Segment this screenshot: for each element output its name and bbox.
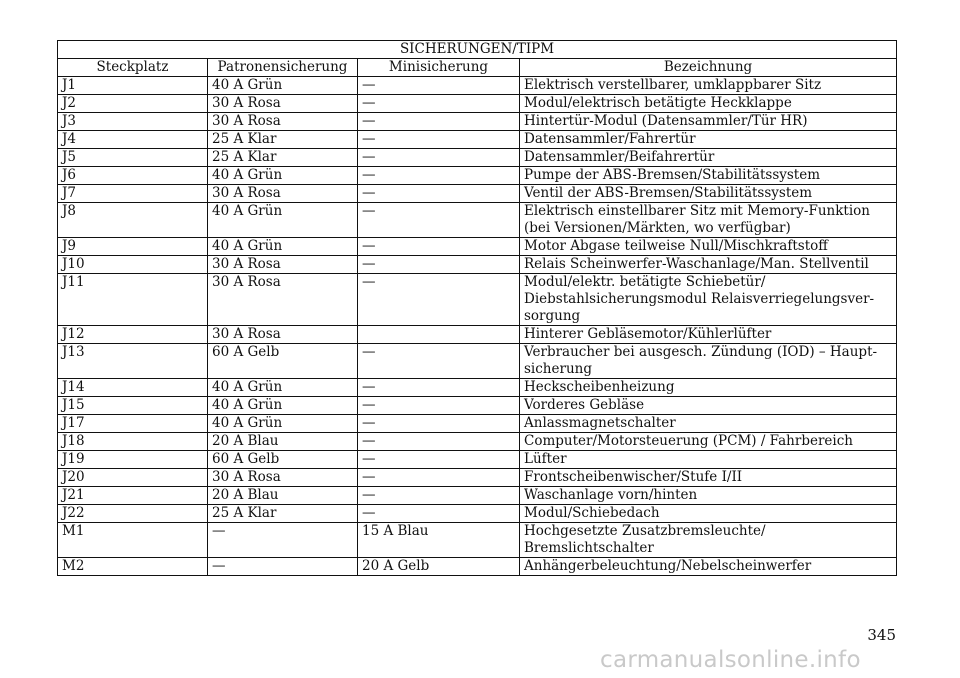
description-line: Waschanlage vorn/hinten [524,487,698,503]
description-cell [520,149,897,167]
description-line: Bremslichtschalter [524,540,654,556]
cartridge-fuse-cell: 30 A Rosa [208,113,358,131]
mini-fuse-cell: — [358,95,520,113]
description-cell [520,113,897,131]
cartridge-fuse-cell: 40 A Grün [208,415,358,433]
description-line: Modul/elektrisch betätigte Heckklappe [524,95,792,111]
slot-cell: J2 [58,95,208,113]
description-cell [520,433,897,451]
slot-cell: J14 [58,379,208,397]
slot-cell: J11 [58,274,208,326]
description-line: Datensammler/Beifahrertür [524,149,715,165]
description-cell [520,77,897,95]
mini-fuse-cell: — [358,238,520,256]
mini-fuse-cell: — [358,469,520,487]
cartridge-fuse-cell: — [208,558,358,576]
slot-cell: J7 [58,185,208,203]
table-row [58,415,897,433]
cartridge-fuse-cell: 60 A Gelb [208,344,358,379]
slot-cell: M1 [58,523,208,558]
description-cell [520,95,897,113]
cartridge-fuse-cell: 30 A Rosa [208,185,358,203]
table-row [58,149,897,167]
cartridge-fuse-cell: 40 A Grün [208,238,358,256]
slot-cell: J15 [58,397,208,415]
slot-cell: J19 [58,451,208,469]
mini-fuse-cell: 20 A Gelb [358,558,520,576]
description-line: Datensammler/Fahrertür [524,131,696,147]
cartridge-fuse-cell: 30 A Rosa [208,469,358,487]
description-cell [520,397,897,415]
mini-fuse-cell: — [358,344,520,379]
slot-cell: J10 [58,256,208,274]
slot-cell: J17 [58,415,208,433]
cartridge-fuse-cell: 20 A Blau [208,433,358,451]
cartridge-fuse-cell: 20 A Blau [208,487,358,505]
cartridge-fuse-cell: 30 A Rosa [208,95,358,113]
mini-fuse-cell: — [358,113,520,131]
description-line: Hintertür-Modul (Datensammler/Tür HR) [524,113,808,129]
description-cell [520,451,897,469]
description-cell [520,185,897,203]
table-row [58,274,897,326]
slot-cell: J4 [58,131,208,149]
slot-cell: J22 [58,505,208,523]
cartridge-fuse-cell: 60 A Gelb [208,451,358,469]
description-line: Anlassmagnetschalter [524,415,676,431]
cartridge-fuse-cell: 40 A Grün [208,203,358,238]
table-row [58,379,897,397]
table-row [58,558,897,576]
mini-fuse-cell: — [358,433,520,451]
description-cell [520,344,897,379]
mini-fuse-cell: — [358,487,520,505]
description-line: Elektrisch verstellbarer, umklappbarer Sitz [524,77,822,93]
mini-fuse-cell [358,326,520,344]
description-line: Pumpe der ABS-Bremsen/Stabilitätssystem [524,167,821,183]
cartridge-fuse-cell: 40 A Grün [208,397,358,415]
cartridge-fuse-cell: 30 A Rosa [208,274,358,326]
mini-fuse-cell: — [358,415,520,433]
slot-cell: J1 [58,77,208,95]
description-line: Lüfter [524,451,567,467]
cartridge-fuse-cell: 40 A Grün [208,77,358,95]
mini-fuse-cell: — [358,167,520,185]
slot-cell: J3 [58,113,208,131]
description-line: Hinterer Gebläsemotor/Kühlerlüfter [524,326,772,342]
description-line: Vorderes Gebläse [524,397,645,413]
slot-cell: J18 [58,433,208,451]
description-cell [520,326,897,344]
table-row [58,344,897,379]
description-line: Motor Abgase teilweise Null/Mischkraftstoff [524,238,828,254]
cartridge-fuse-cell: 25 A Klar [208,131,358,149]
cartridge-fuse-cell: 40 A Grün [208,379,358,397]
slot-cell: J5 [58,149,208,167]
description-cell [520,415,897,433]
description-line: Modul/Schiebedach [524,505,660,521]
table-row [58,95,897,113]
column-header-slot: Steckplatz [58,59,208,77]
description-line: Elektrisch einstellbarer Sitz mit Memory-Funktion [524,203,870,219]
slot-cell: J13 [58,344,208,379]
column-header-description: Bezeichnung [520,59,897,77]
table-row [58,77,897,95]
mini-fuse-cell: — [358,131,520,149]
slot-cell: J8 [58,203,208,238]
description-line: sicherung [524,361,592,377]
mini-fuse-cell: 15 A Blau [358,523,520,558]
mini-fuse-cell: — [358,77,520,95]
description-line: Anhängerbeleuchtung/Nebelscheinwerfer [524,558,812,574]
table-row [58,433,897,451]
table-row [58,451,897,469]
description-line: Ventil der ABS-Bremsen/Stabilitätssystem [524,185,813,201]
slot-cell: J20 [58,469,208,487]
description-cell [520,487,897,505]
table-row [58,185,897,203]
fuse-table [57,40,897,576]
description-cell [520,523,897,558]
cartridge-fuse-cell: 40 A Grün [208,167,358,185]
mini-fuse-cell: — [358,451,520,469]
table-row [58,397,897,415]
description-cell [520,256,897,274]
description-line: Heckscheibenheizung [524,379,675,395]
description-line: Verbraucher bei ausgesch. Zündung (IOD) – Haupt- [524,344,878,360]
mini-fuse-cell: — [358,379,520,397]
slot-cell: J21 [58,487,208,505]
slot-cell: J9 [58,238,208,256]
mini-fuse-cell: — [358,203,520,238]
slot-cell: J6 [58,167,208,185]
mini-fuse-cell: — [358,149,520,167]
mini-fuse-cell: — [358,505,520,523]
mini-fuse-cell: — [358,274,520,326]
mini-fuse-cell: — [358,256,520,274]
table-row [58,113,897,131]
description-cell [520,131,897,149]
description-cell [520,203,897,238]
mini-fuse-cell: — [358,185,520,203]
description-line: Computer/Motorsteuerung (PCM) / Fahrbereich [524,433,853,449]
description-cell [520,274,897,326]
page-number: 345 [867,626,896,644]
table-row [58,167,897,185]
description-cell [520,558,897,576]
table-row [58,238,897,256]
column-header-mini-fuse: Minisicherung [358,59,520,77]
cartridge-fuse-cell: 30 A Rosa [208,326,358,344]
table-row [58,326,897,344]
table-body [58,77,897,576]
table-header-row [58,59,897,77]
table-row [58,523,897,558]
description-cell [520,167,897,185]
description-line: Modul/elektr. betätigte Schiebetür/ [524,274,766,290]
table-title: SICHERUNGEN/TIPM [58,41,897,59]
table-title-row [58,41,897,59]
table-row [58,505,897,523]
cartridge-fuse-cell: — [208,523,358,558]
description-line: Relais Scheinwerfer-Waschanlage/Man. Stellventil [524,256,869,272]
slot-cell: J12 [58,326,208,344]
description-line: Hochgesetzte Zusatzbremsleuchte/ [524,523,766,539]
description-cell [520,238,897,256]
description-cell [520,469,897,487]
description-cell [520,505,897,523]
cartridge-fuse-cell: 30 A Rosa [208,256,358,274]
description-line: (bei Versionen/Märkten, wo verfügbar) [524,220,791,236]
table-row [58,487,897,505]
watermark: carmanualsonline.info [600,647,861,673]
description-line: Diebstahlsicherungsmodul Relaisverriegelungsver- [524,291,875,307]
cartridge-fuse-cell: 25 A Klar [208,149,358,167]
slot-cell: M2 [58,558,208,576]
table-row [58,469,897,487]
column-header-cartridge-fuse: Patronensicherung [208,59,358,77]
table-row [58,256,897,274]
table-row [58,131,897,149]
description-line: Frontscheibenwischer/Stufe I/II [524,469,743,485]
table-row [58,203,897,238]
description-cell [520,379,897,397]
cartridge-fuse-cell: 25 A Klar [208,505,358,523]
description-line: sorgung [524,308,581,324]
mini-fuse-cell: — [358,397,520,415]
